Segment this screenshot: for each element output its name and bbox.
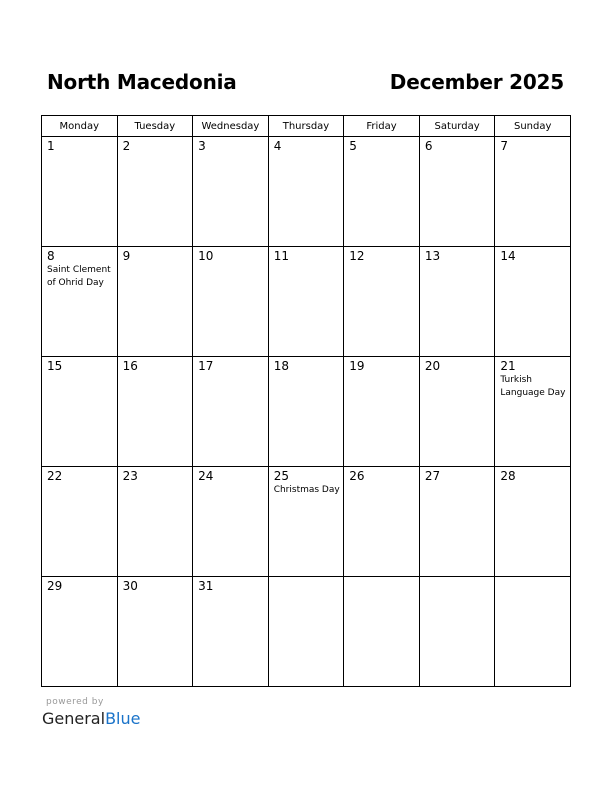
weekday-wednesday: Wednesday [193,116,269,137]
day-number: 8 [47,249,55,263]
day-cell [117,357,193,467]
day-number: 6 [424,139,433,153]
day-cell [42,577,118,687]
day-number: 7 [500,139,509,153]
weekday-friday: Friday [344,116,420,137]
day-cell [268,357,344,467]
weekday-tuesday: Tuesday [117,116,193,137]
day-number: 29 [47,579,63,593]
day-cell [419,247,495,357]
day-number: 15 [47,359,63,373]
calendar-grid [41,115,571,687]
day-cell [344,247,420,357]
day-number: 18 [273,359,289,373]
day-number: 9 [122,249,131,263]
weekday-thursday: Thursday [268,116,344,137]
day-cell [42,357,118,467]
day-cell [117,137,193,247]
day-cell [495,467,571,577]
day-number: 16 [122,359,138,373]
day-cell [42,137,118,247]
day-cell [193,247,269,357]
brand-logo-general: General [42,709,106,728]
powered-by-text: powered by [46,697,104,707]
brand-logo-blue: Blue [105,709,141,728]
day-cell [117,577,193,687]
day-cell [419,467,495,577]
day-number: 2 [122,139,131,153]
day-number: 11 [273,249,289,263]
day-number: 27 [424,469,441,483]
day-number: 25 [273,469,289,483]
day-number: 30 [122,579,138,593]
day-number: 4 [273,139,282,153]
day-cell [344,137,420,247]
weekday-header-row [42,116,571,137]
day-cell [268,577,344,687]
week-row [42,357,571,467]
day-cell [117,467,193,577]
day-cell [268,137,344,247]
day-cell [193,467,269,577]
day-number: 14 [500,249,516,263]
day-number: 5 [349,139,357,153]
day-number: 22 [47,469,63,483]
day-cell [193,137,269,247]
day-number: 31 [198,579,214,593]
day-cell [495,247,571,357]
day-cell [419,137,495,247]
day-cell [42,467,118,577]
week-row [42,247,571,357]
holiday-label: Saint Clement of Ohrid Day [47,265,111,288]
day-cell [193,357,269,467]
day-number: 24 [198,469,214,483]
day-number: 20 [424,359,441,373]
day-cell [344,357,420,467]
day-cell [268,247,344,357]
day-cell [344,467,420,577]
day-cell [268,467,344,577]
day-number: 19 [349,359,365,373]
day-number: 13 [424,249,441,263]
weekday-sunday: Sunday [495,116,571,137]
day-number: 12 [349,249,365,263]
day-cell [193,577,269,687]
brand-logo [42,709,140,728]
day-number: 23 [122,469,138,483]
day-number: 1 [47,139,55,153]
day-number: 17 [198,359,214,373]
day-number: 10 [198,249,214,263]
weekday-saturday: Saturday [419,116,495,137]
country-title: North Macedonia [47,70,237,94]
weekday-monday: Monday [42,116,118,137]
day-cell [419,357,495,467]
day-number: 3 [198,139,206,153]
month-year-title: December 2025 [389,70,564,94]
holiday-label: Christmas Day [273,485,340,495]
calendar-body [42,137,571,687]
day-number: 26 [349,469,365,483]
day-cell [495,357,571,467]
day-cell [495,137,571,247]
day-cell [495,577,571,687]
day-cell [42,247,118,357]
day-cell [419,577,495,687]
week-row [42,577,571,687]
day-cell [117,247,193,357]
day-cell [344,577,420,687]
day-number: 21 [500,359,516,373]
holiday-label: Turkish Language Day [500,375,566,398]
week-row [42,467,571,577]
day-number: 28 [500,469,516,483]
week-row [42,137,571,247]
